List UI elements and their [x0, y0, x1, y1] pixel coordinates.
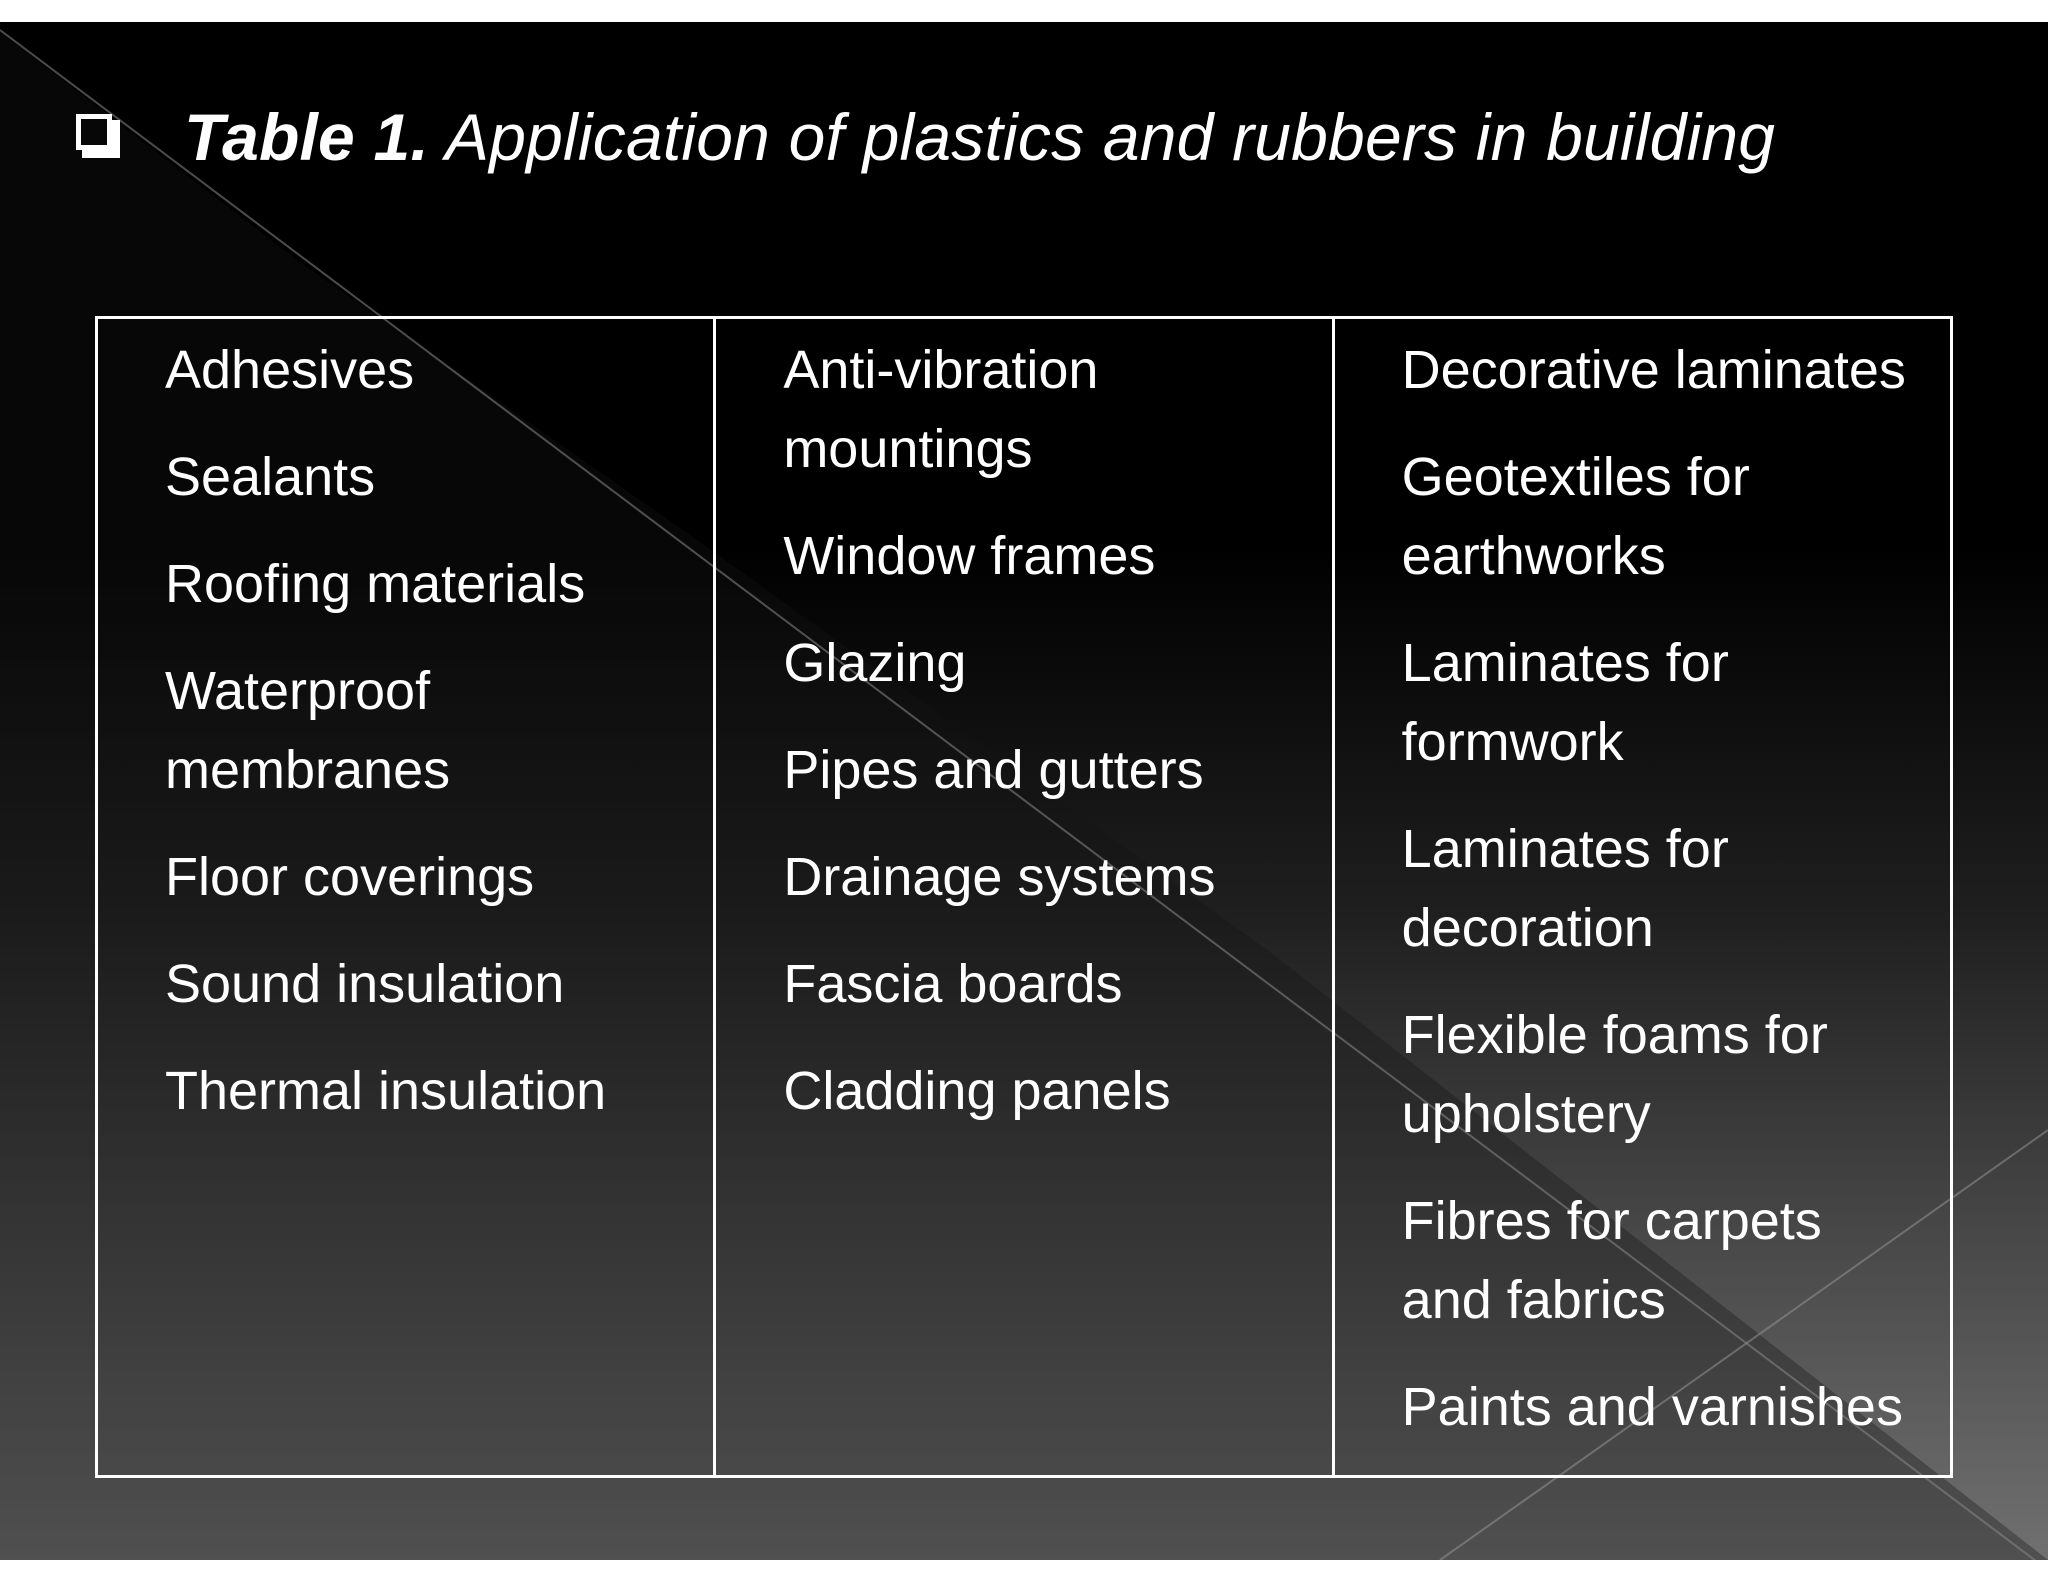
applications-table	[95, 316, 1953, 1478]
list-item: Flexible foams for upholstery	[1401, 1005, 1828, 1144]
square-bullet-icon	[76, 112, 126, 162]
list-item: Pipes and gutters	[783, 740, 1204, 800]
list-item: Laminates for decoration	[1401, 819, 1729, 958]
list-item: Laminates for formwork	[1401, 633, 1729, 772]
list-item: Fibres for carpets and fabrics	[1401, 1191, 1822, 1330]
table-column-1	[97, 318, 715, 1477]
list-item: Window frames	[783, 526, 1156, 586]
slide-title-text: Application of plastics and rubbers in building	[428, 100, 1776, 174]
list-item: Thermal insulation	[165, 1061, 607, 1121]
list-item: Decorative laminates	[1401, 340, 1906, 400]
list-item: Drainage systems	[783, 847, 1216, 907]
list-item: Glazing	[783, 633, 967, 693]
slide	[0, 22, 2048, 1560]
list-item: Geotextiles for earthworks	[1401, 447, 1750, 586]
slide-title-lead: Table 1.	[184, 100, 429, 174]
table-column-3	[1333, 318, 1951, 1477]
table-row	[97, 318, 1952, 1477]
list-item: Sealants	[165, 447, 376, 507]
list-item: Sound insulation	[165, 954, 565, 1014]
list-item: Roofing materials	[165, 554, 586, 614]
list-item: Floor coverings	[165, 847, 535, 907]
list-item: Fascia boards	[783, 954, 1123, 1014]
slide-header	[76, 87, 1775, 187]
table-column-2	[715, 318, 1333, 1477]
list-item: Waterproof membranes	[165, 661, 451, 800]
list-item: Paints and varnishes	[1401, 1377, 1903, 1437]
list-item: Anti-vibration mountings	[783, 340, 1099, 479]
slide-title	[184, 99, 1775, 175]
list-item: Adhesives	[165, 340, 415, 400]
list-item: Cladding panels	[783, 1061, 1171, 1121]
